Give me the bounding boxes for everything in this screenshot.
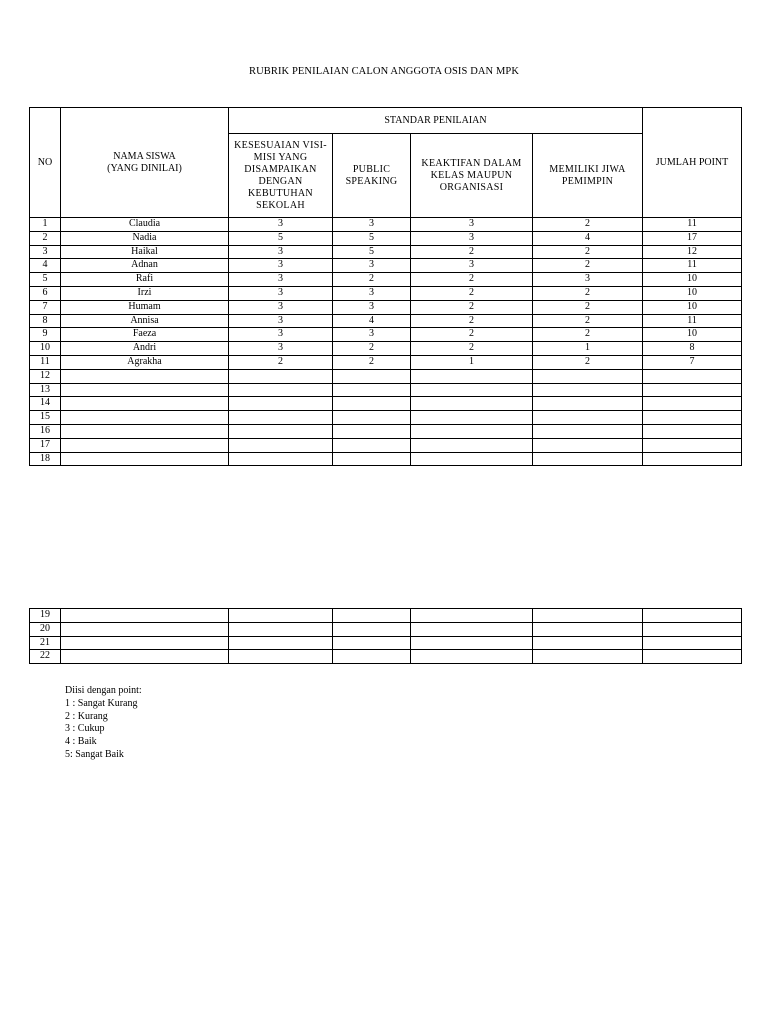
jiwa-pemimpin-score-cell <box>533 397 643 411</box>
public-speaking-score-cell: 3 <box>333 328 411 342</box>
keaktifan-score-cell: 3 <box>411 218 533 232</box>
rubric-table-continued-body <box>30 609 742 664</box>
kesesuaian-score-cell <box>229 424 333 438</box>
jiwa-pemimpin-score-cell <box>533 636 643 650</box>
public-speaking-score-cell <box>333 650 411 664</box>
header-kesesuaian: KESESUAIAN VISI-MISI YANG DISAMPAIKAN DENGAN KEBUTUHAN SEKOLAH <box>229 134 333 218</box>
table-row <box>30 342 742 356</box>
jiwa-pemimpin-score-cell <box>533 383 643 397</box>
keaktifan-score-cell <box>411 369 533 383</box>
row-number-cell: 7 <box>30 300 61 314</box>
student-name-cell <box>61 622 229 636</box>
student-name-cell <box>61 411 229 425</box>
keaktifan-score-cell <box>411 452 533 466</box>
jiwa-pemimpin-score-cell <box>533 438 643 452</box>
kesesuaian-score-cell <box>229 650 333 664</box>
keaktifan-score-cell <box>411 438 533 452</box>
kesesuaian-score-cell <box>229 438 333 452</box>
keaktifan-score-cell <box>411 383 533 397</box>
public-speaking-score-cell <box>333 369 411 383</box>
row-number-cell: 4 <box>30 259 61 273</box>
keaktifan-score-cell: 2 <box>411 245 533 259</box>
table-row <box>30 622 742 636</box>
kesesuaian-score-cell: 5 <box>229 231 333 245</box>
public-speaking-score-cell <box>333 622 411 636</box>
public-speaking-score-cell: 2 <box>333 355 411 369</box>
keaktifan-score-cell <box>411 636 533 650</box>
row-number-cell: 16 <box>30 424 61 438</box>
public-speaking-score-cell <box>333 424 411 438</box>
kesesuaian-score-cell <box>229 452 333 466</box>
jiwa-pemimpin-score-cell: 2 <box>533 218 643 232</box>
row-number-cell: 8 <box>30 314 61 328</box>
keaktifan-score-cell: 3 <box>411 231 533 245</box>
scoring-legend <box>65 685 142 762</box>
student-name-cell: Adnan <box>61 259 229 273</box>
row-number-cell: 22 <box>30 650 61 664</box>
public-speaking-score-cell: 3 <box>333 259 411 273</box>
legend-item: 3 : Cukup <box>65 723 105 735</box>
student-name-cell: Agrakha <box>61 355 229 369</box>
student-name-cell <box>61 397 229 411</box>
rubric-table <box>29 107 742 466</box>
jiwa-pemimpin-score-cell <box>533 411 643 425</box>
table-row <box>30 328 742 342</box>
table-row <box>30 231 742 245</box>
kesesuaian-score-cell: 3 <box>229 314 333 328</box>
legend-item: 1 : Sangat Kurang <box>65 697 138 709</box>
keaktifan-score-cell <box>411 424 533 438</box>
student-name-cell <box>61 636 229 650</box>
keaktifan-score-cell <box>411 411 533 425</box>
row-number-cell: 20 <box>30 622 61 636</box>
row-number-cell: 1 <box>30 218 61 232</box>
jumlah-point-cell: 12 <box>643 245 742 259</box>
jiwa-pemimpin-score-cell: 3 <box>533 273 643 287</box>
header-nama-siswa <box>61 108 229 218</box>
header-standar-penilaian: STANDAR PENILAIAN <box>229 108 643 134</box>
jumlah-point-cell <box>643 383 742 397</box>
jiwa-pemimpin-score-cell: 2 <box>533 286 643 300</box>
student-name-cell: Irzi <box>61 286 229 300</box>
table-row <box>30 438 742 452</box>
keaktifan-score-cell: 2 <box>411 314 533 328</box>
row-number-cell: 12 <box>30 369 61 383</box>
row-number-cell: 17 <box>30 438 61 452</box>
row-number-cell: 19 <box>30 609 61 623</box>
jiwa-pemimpin-score-cell: 2 <box>533 328 643 342</box>
jumlah-point-cell <box>643 609 742 623</box>
public-speaking-score-cell: 3 <box>333 300 411 314</box>
jumlah-point-cell <box>643 438 742 452</box>
public-speaking-score-cell <box>333 609 411 623</box>
table-row <box>30 286 742 300</box>
jumlah-point-cell <box>643 452 742 466</box>
jiwa-pemimpin-score-cell: 4 <box>533 231 643 245</box>
jiwa-pemimpin-score-cell: 2 <box>533 259 643 273</box>
jiwa-pemimpin-score-cell <box>533 622 643 636</box>
jiwa-pemimpin-score-cell: 2 <box>533 300 643 314</box>
student-name-cell <box>61 383 229 397</box>
row-number-cell: 11 <box>30 355 61 369</box>
public-speaking-score-cell <box>333 438 411 452</box>
jiwa-pemimpin-score-cell <box>533 369 643 383</box>
jiwa-pemimpin-score-cell <box>533 424 643 438</box>
jumlah-point-cell: 10 <box>643 328 742 342</box>
legend-intro: Diisi dengan point: <box>65 685 142 696</box>
table-row <box>30 424 742 438</box>
public-speaking-score-cell: 5 <box>333 245 411 259</box>
jumlah-point-cell: 11 <box>643 314 742 328</box>
kesesuaian-score-cell <box>229 411 333 425</box>
kesesuaian-score-cell: 3 <box>229 273 333 287</box>
student-name-cell <box>61 452 229 466</box>
kesesuaian-score-cell <box>229 609 333 623</box>
header-public-speaking: PUBLIC SPEAKING <box>333 134 411 218</box>
keaktifan-score-cell <box>411 609 533 623</box>
public-speaking-score-cell <box>333 452 411 466</box>
public-speaking-score-cell: 4 <box>333 314 411 328</box>
kesesuaian-score-cell <box>229 369 333 383</box>
public-speaking-score-cell: 5 <box>333 231 411 245</box>
table-row <box>30 259 742 273</box>
jumlah-point-cell: 8 <box>643 342 742 356</box>
kesesuaian-score-cell <box>229 383 333 397</box>
header-nama-siswa-line1: NAMA SISWA <box>113 150 176 162</box>
jiwa-pemimpin-score-cell <box>533 452 643 466</box>
rubric-table-body <box>30 218 742 466</box>
jumlah-point-cell <box>643 622 742 636</box>
public-speaking-score-cell: 2 <box>333 273 411 287</box>
public-speaking-score-cell: 3 <box>333 218 411 232</box>
student-name-cell: Haikal <box>61 245 229 259</box>
public-speaking-score-cell <box>333 397 411 411</box>
jumlah-point-cell: 10 <box>643 273 742 287</box>
jiwa-pemimpin-score-cell <box>533 650 643 664</box>
student-name-cell: Humam <box>61 300 229 314</box>
student-name-cell <box>61 424 229 438</box>
student-name-cell: Nadia <box>61 231 229 245</box>
keaktifan-score-cell: 2 <box>411 342 533 356</box>
jumlah-point-cell <box>643 397 742 411</box>
table-row <box>30 273 742 287</box>
kesesuaian-score-cell: 3 <box>229 328 333 342</box>
jumlah-point-cell <box>643 636 742 650</box>
row-number-cell: 14 <box>30 397 61 411</box>
student-name-cell <box>61 609 229 623</box>
kesesuaian-score-cell <box>229 636 333 650</box>
keaktifan-score-cell <box>411 397 533 411</box>
student-name-cell <box>61 650 229 664</box>
legend-item: 2 : Kurang <box>65 710 108 722</box>
student-name-cell: Annisa <box>61 314 229 328</box>
kesesuaian-score-cell: 3 <box>229 286 333 300</box>
table-row <box>30 245 742 259</box>
table-row <box>30 383 742 397</box>
public-speaking-score-cell: 2 <box>333 342 411 356</box>
kesesuaian-score-cell: 2 <box>229 355 333 369</box>
row-number-cell: 9 <box>30 328 61 342</box>
jumlah-point-cell <box>643 411 742 425</box>
public-speaking-score-cell <box>333 636 411 650</box>
kesesuaian-score-cell: 3 <box>229 342 333 356</box>
table-row <box>30 314 742 328</box>
kesesuaian-score-cell <box>229 622 333 636</box>
row-number-cell: 18 <box>30 452 61 466</box>
jumlah-point-cell: 7 <box>643 355 742 369</box>
student-name-cell: Faeza <box>61 328 229 342</box>
jumlah-point-cell <box>643 424 742 438</box>
jumlah-point-cell <box>643 650 742 664</box>
keaktifan-score-cell <box>411 622 533 636</box>
public-speaking-score-cell <box>333 383 411 397</box>
jumlah-point-cell: 11 <box>643 259 742 273</box>
jiwa-pemimpin-score-cell: 1 <box>533 342 643 356</box>
table-row <box>30 636 742 650</box>
kesesuaian-score-cell <box>229 397 333 411</box>
header-jumlah-point: JUMLAH POINT <box>643 108 742 218</box>
public-speaking-score-cell <box>333 411 411 425</box>
table-row <box>30 355 742 369</box>
keaktifan-score-cell: 2 <box>411 286 533 300</box>
public-speaking-score-cell: 3 <box>333 286 411 300</box>
header-memiliki-jiwa-pemimpin: MEMILIKI JIWA PEMIMPIN <box>533 134 643 218</box>
row-number-cell: 13 <box>30 383 61 397</box>
kesesuaian-score-cell: 3 <box>229 245 333 259</box>
table-row <box>30 369 742 383</box>
header-nama-siswa-line2: (YANG DINILAI) <box>107 162 182 174</box>
jumlah-point-cell: 10 <box>643 300 742 314</box>
row-number-cell: 5 <box>30 273 61 287</box>
kesesuaian-score-cell: 3 <box>229 300 333 314</box>
row-number-cell: 2 <box>30 231 61 245</box>
legend-item: 5: Sangat Baik <box>65 748 124 760</box>
student-name-cell: Rafi <box>61 273 229 287</box>
jumlah-point-cell: 17 <box>643 231 742 245</box>
table-row <box>30 218 742 232</box>
student-name-cell <box>61 369 229 383</box>
keaktifan-score-cell <box>411 650 533 664</box>
jiwa-pemimpin-score-cell: 2 <box>533 245 643 259</box>
row-number-cell: 15 <box>30 411 61 425</box>
row-number-cell: 6 <box>30 286 61 300</box>
jumlah-point-cell <box>643 369 742 383</box>
jumlah-point-cell: 10 <box>643 286 742 300</box>
header-no: NO <box>30 108 61 218</box>
student-name-cell <box>61 438 229 452</box>
table-row <box>30 650 742 664</box>
document-title: RUBRIK PENILAIAN CALON ANGGOTA OSIS DAN MPK <box>248 66 520 77</box>
row-number-cell: 10 <box>30 342 61 356</box>
student-name-cell: Andri <box>61 342 229 356</box>
student-name-cell: Claudia <box>61 218 229 232</box>
header-keaktifan: KEAKTIFAN DALAM KELAS MAUPUN ORGANISASI <box>411 134 533 218</box>
keaktifan-score-cell: 2 <box>411 300 533 314</box>
keaktifan-score-cell: 1 <box>411 355 533 369</box>
table-row <box>30 411 742 425</box>
keaktifan-score-cell: 2 <box>411 273 533 287</box>
keaktifan-score-cell: 2 <box>411 328 533 342</box>
kesesuaian-score-cell: 3 <box>229 259 333 273</box>
row-number-cell: 21 <box>30 636 61 650</box>
table-row <box>30 300 742 314</box>
table-row <box>30 609 742 623</box>
rubric-table-continued <box>29 608 742 664</box>
jiwa-pemimpin-score-cell: 2 <box>533 314 643 328</box>
kesesuaian-score-cell: 3 <box>229 218 333 232</box>
keaktifan-score-cell: 3 <box>411 259 533 273</box>
jumlah-point-cell: 11 <box>643 218 742 232</box>
table-row <box>30 452 742 466</box>
row-number-cell: 3 <box>30 245 61 259</box>
legend-item: 4 : Baik <box>65 736 97 748</box>
table-row <box>30 397 742 411</box>
jiwa-pemimpin-score-cell <box>533 609 643 623</box>
jiwa-pemimpin-score-cell: 2 <box>533 355 643 369</box>
